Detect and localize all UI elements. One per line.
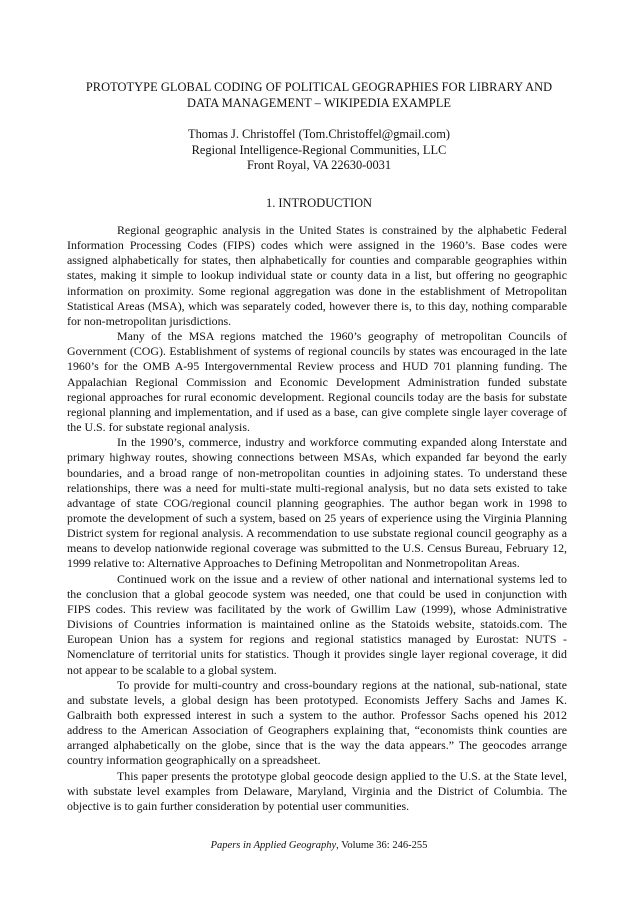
author-block [64, 127, 574, 174]
title-line-1: PROTOTYPE GLOBAL CODING OF POLITICAL GEOGRAPHIES FOR LIBRARY AND [85, 80, 553, 94]
paragraph: Many of the MSA regions matched the 1960’s geography of metropolitan Councils of Government (COG). Establishment of systems of regional councils by states was encouraged in the late 1960’s for the OMB A-95 Intergovernmental Review process and HUD 701 planning funding. The Appalachian Regional Commission and Economic Development Administration funded substate regional approaches for rural economic development. Regional councils today are the basis for substate regional planning and implementation, and if used as a base, can give complete single layer coverage of the U.S. for substate regional analysis. [67, 329, 567, 435]
paragraph: To provide for multi-country and cross-boundary regions at the national, sub-national, state and substate levels, a global design has been prototyped. Economists Jeffery Sachs and James K. Galbraith both expressed interest in such a system to the author. Professor Sachs opened his 2012 address to the American Association of Geographers explaining that, “economists think counties are arranged alphabetically on the globe, since that is the way the data appears.” The geocodes arrange country information geographically on a spreadsheet. [67, 677, 567, 768]
paragraph: In the 1990’s, commerce, industry and workforce commuting expanded along Interstate and primary highway routes, showing connections between MSAs, which expanded far beyond the early boundaries, and a broad range of non-metropolitan counties in adjoining states. To understand these relationships, there was a need for multi-state multi-regional analysis, but no data sets existed to take advantage of state COG/regional council planning geographies. The author began work in 1998 to promote the development of such a system, based on 25 years of experience using the Virginia Planning District system for regional analysis. A recommendation to use substate regional council geography as a means to develop nationwide regional coverage was submitted to the U.S. Census Bureau, February 12, 1999 relative to: Alternative Approaches to Defining Metropolitan and Nonmetropolitan Areas. [67, 435, 567, 571]
page-footer [64, 839, 574, 853]
paragraph: Regional geographic analysis in the United States is constrained by the alphabetic Federal Information Processing Codes (FIPS) codes which were assigned in the 1960’s. Base codes were assigned alphabetically for states, then alphabetically for counties and comparable geographies within states, making it simple to lookup individual state or county data in a list, but offering no geographic information on proximity. Some regional aggregation was done in the establishment of Metropolitan Statistical Areas (MSA), which was separately coded, however there is, to this day, nothing comparable for non-metropolitan jurisdictions. [67, 223, 567, 328]
author-address: Front Royal, VA 22630-0031 [246, 158, 392, 172]
journal-name: Papers in Applied Geography [210, 840, 337, 851]
author-name: Thomas J. Christoffel (Tom.Christoffel@gmail.com) [188, 127, 450, 141]
journal-volume: , Volume 36: 246-255 [336, 840, 428, 851]
author-organization: Regional Intelligence-Regional Communities, LLC [191, 142, 447, 157]
title-line-2: DATA MANAGEMENT – WIKIPEDIA EXAMPLE [187, 96, 451, 110]
body-text [67, 223, 567, 814]
paper-title [64, 79, 574, 111]
section-heading: 1. INTRODUCTION [266, 196, 372, 210]
paragraph: Continued work on the issue and a review of other national and international systems led to the conclusion that a global geocode system was needed, one that could be used in conjunction with FIPS codes. This review was facilitated by the work of Gwillim Law (1999), whose Administrative Divisions of Countries information is maintained online as the Statoids website, statoids.com. The European Union has a system for regions and regional statistics managed by Eurostat: NUTS - Nomenclature of territorial units for statistics. Though it provides single layer regional coverage, it did not appear to be scalable to a global system. [67, 571, 567, 677]
paragraph: This paper presents the prototype global geocode design applied to the U.S. at the State level, with substate level examples from Delaware, Maryland, Virginia and the District of Columbia. The objective is to gain further consideration by potential user communities. [67, 768, 567, 813]
